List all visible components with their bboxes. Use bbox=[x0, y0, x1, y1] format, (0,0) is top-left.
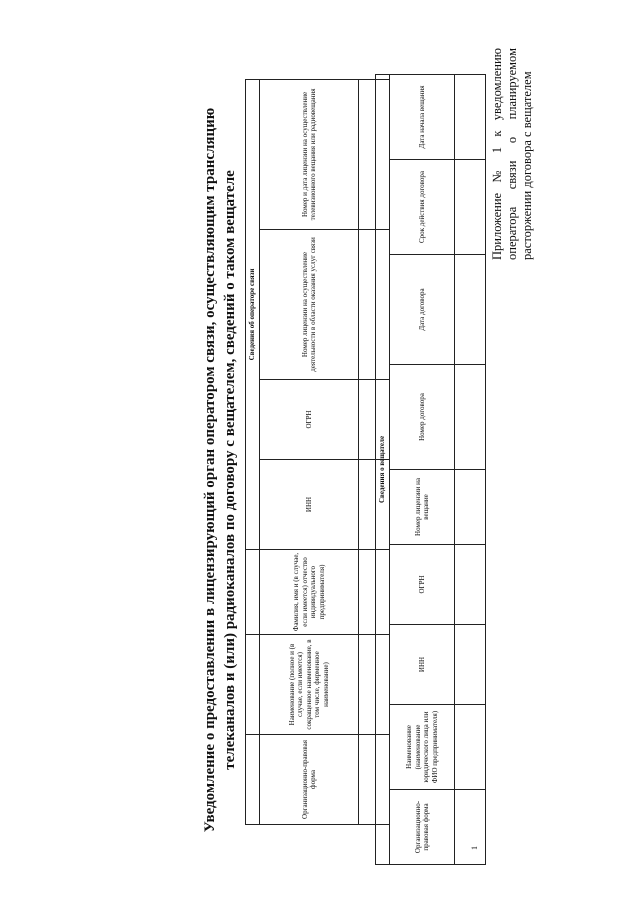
column-header: Дата начала вещания bbox=[390, 74, 455, 159]
table-cell[interactable] bbox=[455, 365, 486, 470]
page-number: 1 bbox=[470, 846, 479, 850]
table-cell[interactable] bbox=[455, 705, 486, 790]
column-header: Фамилия, имя и (в случае, если имеется) отчество индивидуального предпринимателя) bbox=[260, 550, 359, 635]
operator-info-table bbox=[245, 79, 390, 825]
column-header: Срок действия договора bbox=[390, 160, 455, 255]
empty-cell bbox=[246, 635, 260, 735]
column-header: Дата договора bbox=[390, 255, 455, 365]
column-header: ИНН bbox=[390, 625, 455, 705]
table-cell[interactable] bbox=[455, 790, 486, 865]
broadcaster-info-table bbox=[375, 74, 486, 865]
empty-cell bbox=[246, 735, 260, 825]
column-header: ОГРН bbox=[390, 545, 455, 625]
column-header: Номер лицензии на осуществление деятельности в области оказания услуг связи bbox=[260, 230, 359, 380]
table-cell[interactable] bbox=[455, 470, 486, 545]
column-header: Наименование (наименование юридического лица или ФИО предпринимателя) bbox=[390, 705, 455, 790]
table-cell[interactable] bbox=[455, 74, 486, 159]
table-cell[interactable] bbox=[455, 255, 486, 365]
document-title: Уведомление о предоставлении в лицензирующий орган оператором связи, осуществляющим трансляцию телеканалов и (или) радиоканалов по договору с вещателем, сведений о таком вещателе bbox=[202, 107, 238, 833]
empty-cell bbox=[246, 550, 260, 635]
column-header: ИНН bbox=[260, 460, 359, 550]
broadcaster-section-header: Сведения о вещателе bbox=[376, 74, 390, 864]
table-cell[interactable] bbox=[455, 545, 486, 625]
column-header: ОГРН bbox=[260, 380, 359, 460]
column-header: Организационно-правовая форма bbox=[260, 735, 359, 825]
column-header: Наименование (полное и (в случае, если имеется) сокращенное наименование, в том числе, фирменное наименование) bbox=[260, 635, 359, 735]
column-header: Номер и дата лицензии на осуществление телевизионного вещания или радиовещания bbox=[260, 79, 359, 229]
operator-section-header: Сведения об операторе связи bbox=[246, 79, 260, 549]
column-header: Номер договора bbox=[390, 365, 455, 470]
column-header: Номер лицензии на вещание bbox=[390, 470, 455, 545]
table-cell[interactable] bbox=[455, 625, 486, 705]
column-header: Организационно-правовая форма bbox=[390, 790, 455, 865]
appendix-note: Приложение № 1 к уведомлению оператора связи о планируемом расторжении договора с вещателем bbox=[490, 48, 534, 260]
table-cell[interactable] bbox=[455, 160, 486, 255]
